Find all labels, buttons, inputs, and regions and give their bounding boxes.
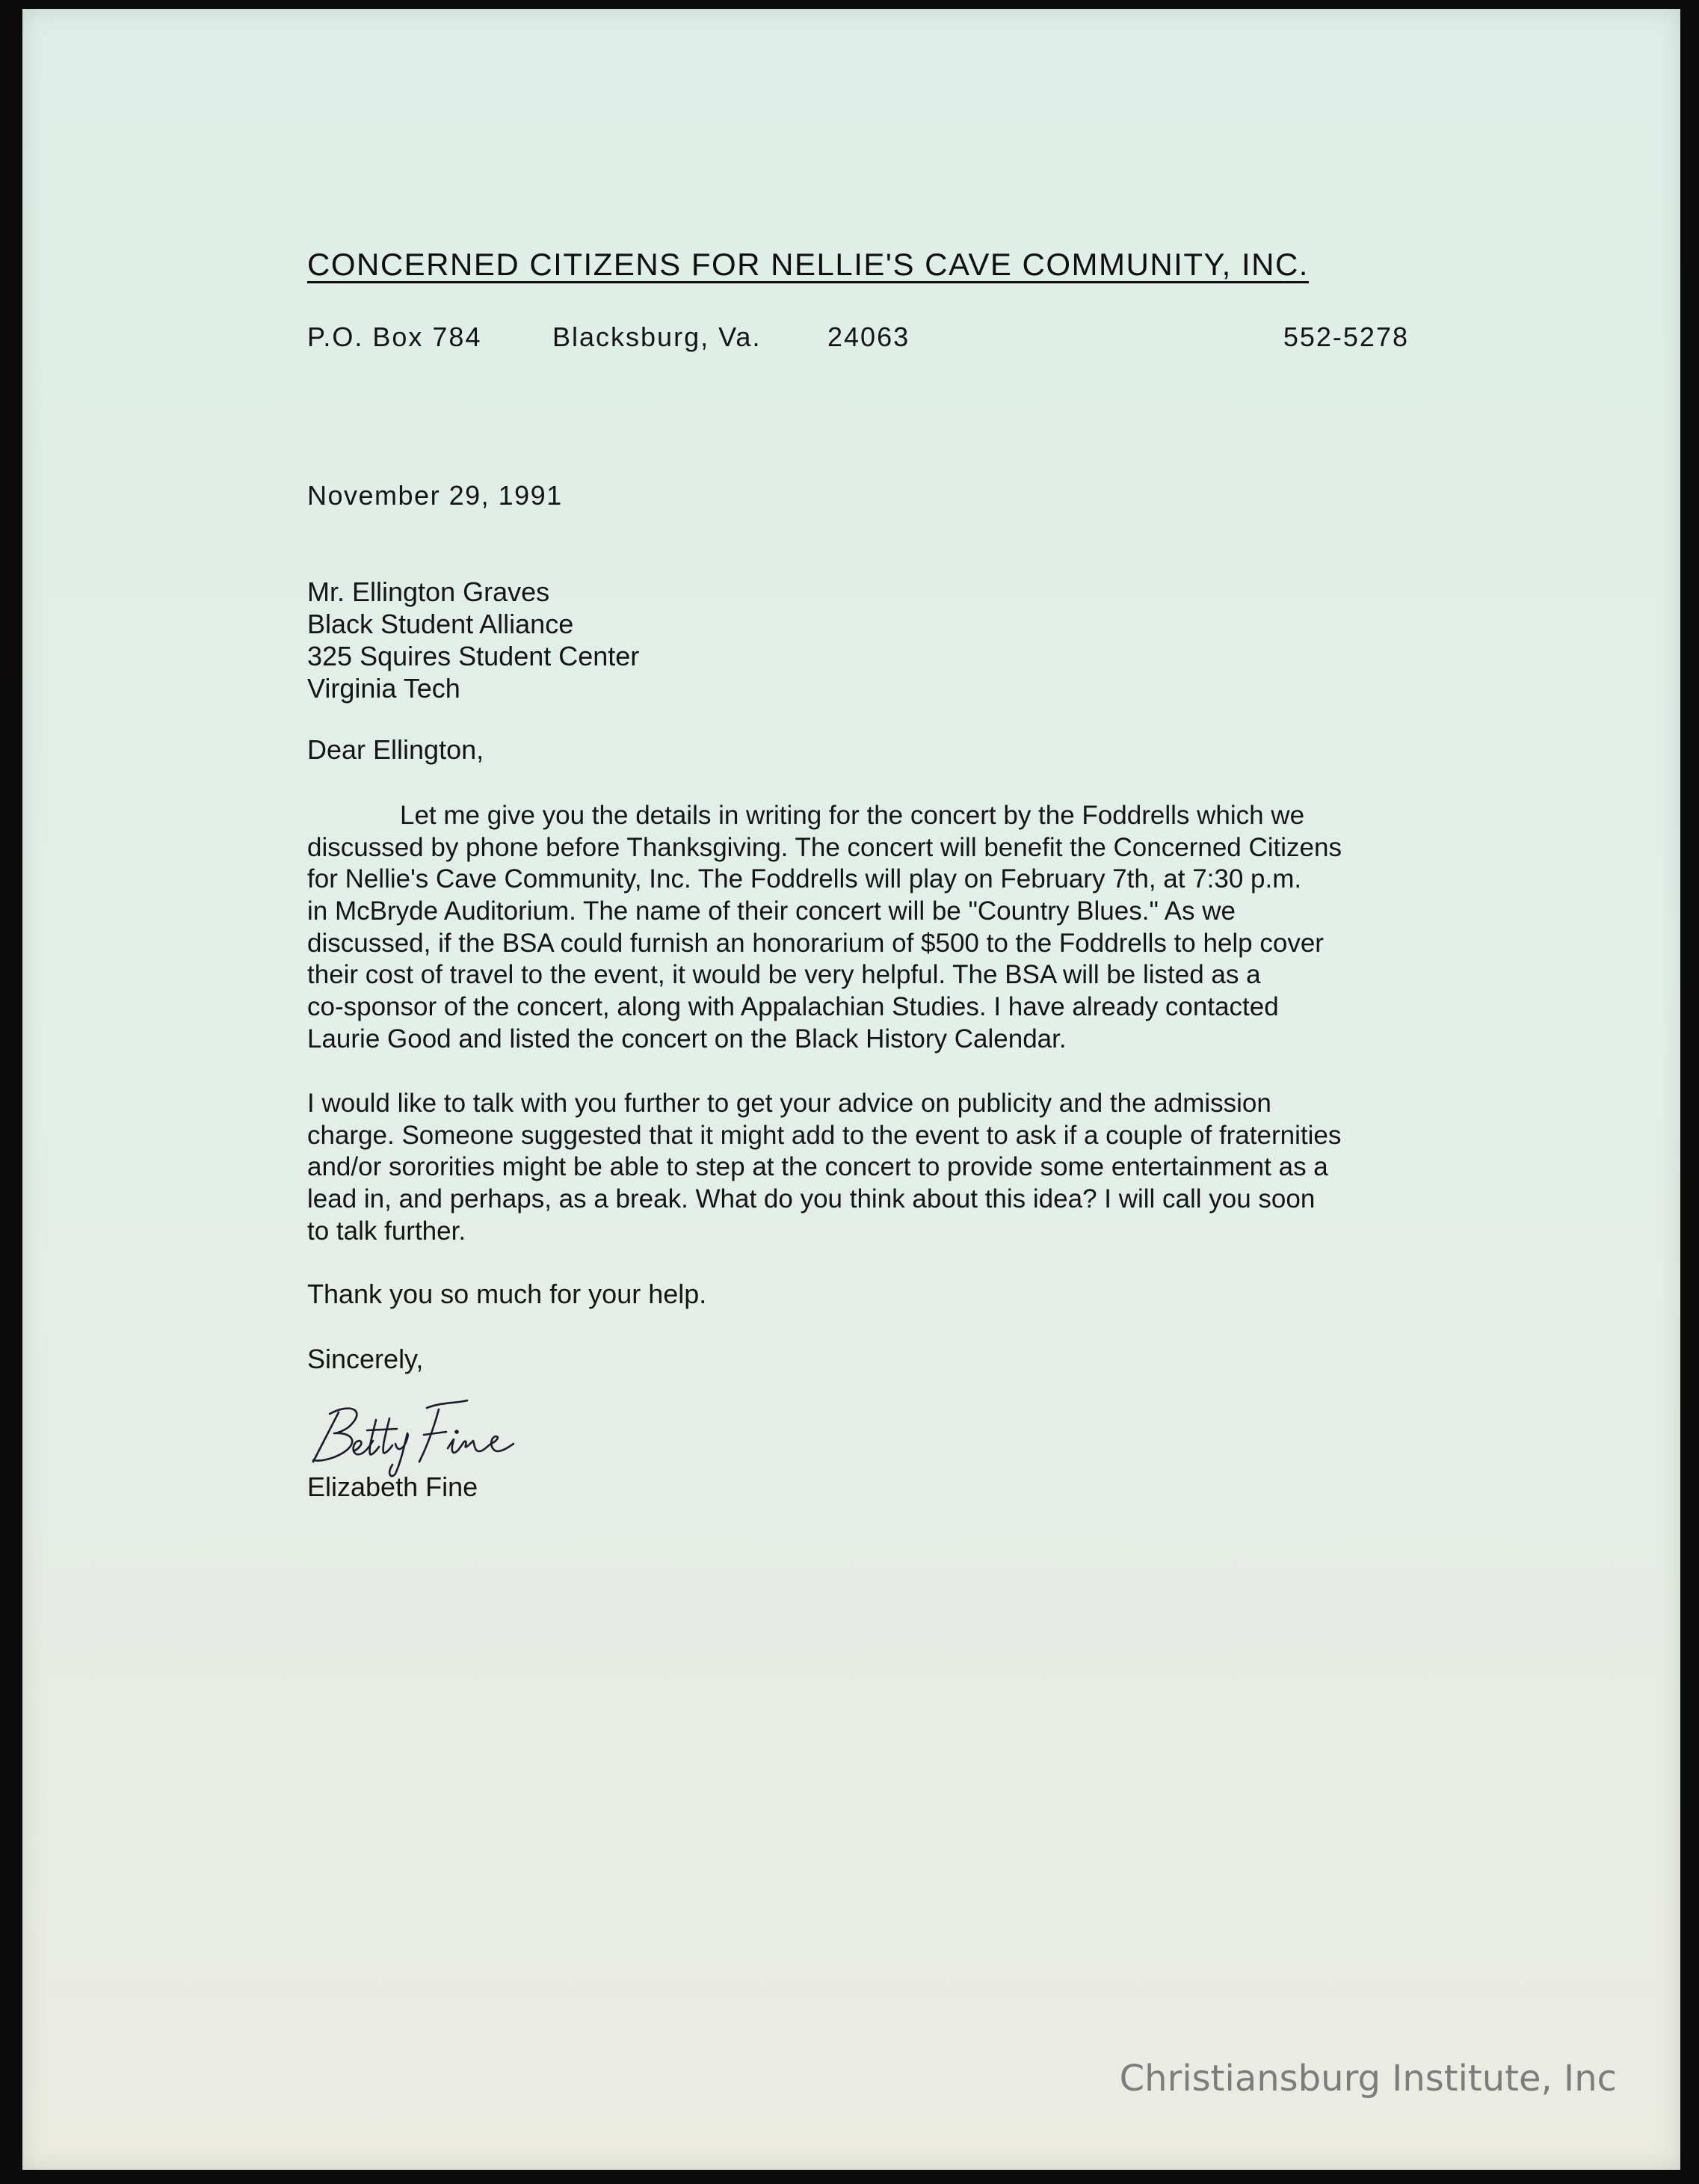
body-paragraph-1 bbox=[307, 800, 1473, 1056]
paragraph-line: Let me give you the details in writing for the concert by the Foddrells which we bbox=[400, 801, 1305, 830]
paragraph-line: discussed by phone before Thanksgiving. The concert will benefit the Concerned Citizens bbox=[307, 832, 1342, 862]
zip-code: 24063 bbox=[827, 322, 910, 352]
paragraph-line: charge. Someone suggested that it might add to the event to ask if a couple of fraternities bbox=[307, 1120, 1342, 1150]
letterhead-title: CONCERNED CITIZENS FOR NELLIE'S CAVE COMMUNITY, INC. bbox=[307, 247, 1309, 282]
paragraph-line: co-sponsor of the concert, along with Appalachian Studies. I have already contacted bbox=[307, 992, 1279, 1022]
paragraph-line: lead in, and perhaps, as a break. What do you think about this idea? I will call you soon bbox=[307, 1184, 1316, 1214]
paragraph-line: to talk further. bbox=[307, 1216, 466, 1246]
paragraph-line: in McBryde Auditorium. The name of their concert will be "Country Blues." As we bbox=[307, 896, 1236, 926]
closing: Sincerely, bbox=[307, 1344, 424, 1374]
recipient-line: 325 Squires Student Center bbox=[307, 641, 640, 671]
body-paragraph-2 bbox=[307, 1088, 1473, 1247]
city-state: Blacksburg, Va. bbox=[552, 322, 762, 352]
phone-number: 552-5278 bbox=[1283, 322, 1409, 352]
paragraph-line: Laurie Good and listed the concert on the Black History Calendar. bbox=[307, 1024, 1067, 1053]
letterhead-address bbox=[307, 322, 1409, 359]
handwritten-signature bbox=[307, 1396, 524, 1478]
paragraph-line: for Nellie's Cave Community, Inc. The Foddrells will play on February 7th, at 7:30 p.m. bbox=[307, 864, 1302, 894]
paragraph-line: and/or sororities might be able to step at the concert to provide some entertainment as a bbox=[307, 1152, 1328, 1182]
archive-watermark: Christiansburg Institute, Inc bbox=[1119, 2058, 1617, 2100]
recipient-line: Virginia Tech bbox=[307, 673, 460, 704]
signer-name: Elizabeth Fine bbox=[307, 1471, 478, 1502]
letter-date: November 29, 1991 bbox=[307, 480, 563, 511]
recipient-line: Mr. Ellington Graves bbox=[307, 576, 550, 607]
paragraph-line: their cost of travel to the event, it would be very helpful. The BSA will be listed as a bbox=[307, 960, 1261, 990]
letter-page bbox=[22, 9, 1680, 2170]
recipient-block bbox=[307, 576, 639, 704]
paragraph-line: I would like to talk with you further to get your advice on publicity and the admission bbox=[307, 1089, 1271, 1118]
salutation: Dear Ellington, bbox=[307, 734, 484, 765]
po-box: P.O. Box 784 bbox=[307, 322, 482, 352]
recipient-line: Black Student Alliance bbox=[307, 609, 574, 639]
paragraph-line: discussed, if the BSA could furnish an honorarium of $500 to the Foddrells to help cover bbox=[307, 928, 1324, 958]
thanks-line: Thank you so much for your help. bbox=[307, 1279, 707, 1309]
